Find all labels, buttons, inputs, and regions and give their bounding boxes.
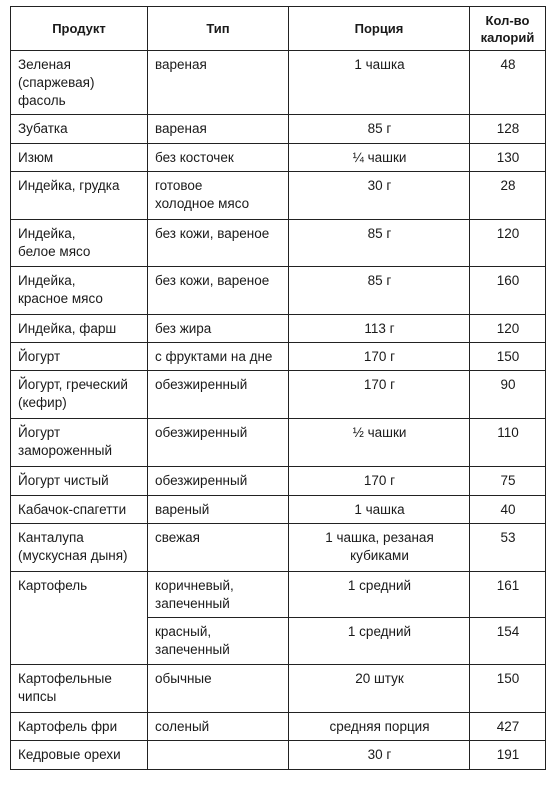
cell-portion: 113 г <box>289 315 470 343</box>
cell-type <box>148 741 289 770</box>
cell-type: обезжиренный <box>148 371 289 419</box>
table-row <box>11 315 546 343</box>
cell-portion: 30 г <box>289 172 470 220</box>
header-type: Тип <box>148 7 289 51</box>
cell-type: коричневый, запеченный <box>148 572 289 618</box>
cell-product: Йогурт <box>11 343 148 371</box>
cell-type: готовое холодное мясо <box>148 172 289 220</box>
table-row <box>11 371 546 419</box>
cell-portion: 30 г <box>289 741 470 770</box>
cell-portion: 85 г <box>289 267 470 315</box>
cell-type: обычные <box>148 665 289 713</box>
cell-portion: средняя порция <box>289 713 470 741</box>
table-row <box>11 343 546 371</box>
table-row <box>11 665 546 713</box>
table-row <box>11 741 546 770</box>
cell-product: Индейка, грудка <box>11 172 148 220</box>
cell-portion: 1 чашка, резаная кубиками <box>289 524 470 572</box>
cell-product: Картофельные чипсы <box>11 665 148 713</box>
cell-type: вареный <box>148 496 289 524</box>
cell-type: без жира <box>148 315 289 343</box>
cell-product: Картофель фри <box>11 713 148 741</box>
cell-product: Картофель <box>11 572 148 665</box>
cell-type: без косточек <box>148 144 289 172</box>
cell-type: без кожи, вареное <box>148 267 289 315</box>
table-row <box>11 51 546 115</box>
cell-calories: 28 <box>470 172 546 220</box>
header-portion: Порция <box>289 7 470 51</box>
table-row <box>11 713 546 741</box>
cell-type: без кожи, вареное <box>148 220 289 267</box>
cell-portion: 170 г <box>289 343 470 371</box>
cell-type: вареная <box>148 51 289 115</box>
cell-calories: 40 <box>470 496 546 524</box>
cell-portion: 1 чашка <box>289 496 470 524</box>
cell-type: с фруктами на дне <box>148 343 289 371</box>
cell-type: соленый <box>148 713 289 741</box>
cell-calories: 120 <box>470 315 546 343</box>
cell-calories: 48 <box>470 51 546 115</box>
cell-product: Йогурт чистый <box>11 467 148 496</box>
table-header-row <box>11 7 546 51</box>
cell-calories: 90 <box>470 371 546 419</box>
header-product: Продукт <box>11 7 148 51</box>
table-row <box>11 572 546 618</box>
cell-calories: 160 <box>470 267 546 315</box>
cell-portion: 1 чашка <box>289 51 470 115</box>
table-row <box>11 115 546 144</box>
cell-product: Изюм <box>11 144 148 172</box>
cell-portion: ¼ чашки <box>289 144 470 172</box>
cell-calories: 150 <box>470 343 546 371</box>
cell-type: красный, запеченный <box>148 618 289 665</box>
cell-calories: 128 <box>470 115 546 144</box>
cell-product: Зеленая (спаржевая) фасоль <box>11 51 148 115</box>
cell-portion: ½ чашки <box>289 419 470 467</box>
cell-portion: 20 штук <box>289 665 470 713</box>
table-row <box>11 144 546 172</box>
cell-calories: 130 <box>470 144 546 172</box>
cell-type: свежая <box>148 524 289 572</box>
cell-product: Индейка, красное мясо <box>11 267 148 315</box>
cell-portion: 1 средний <box>289 618 470 665</box>
cell-product: Канталупа (мускусная дыня) <box>11 524 148 572</box>
cell-type: обезжиренный <box>148 467 289 496</box>
cell-calories: 110 <box>470 419 546 467</box>
cell-calories: 120 <box>470 220 546 267</box>
table-row <box>11 220 546 267</box>
cell-calories: 75 <box>470 467 546 496</box>
cell-product: Индейка, белое мясо <box>11 220 148 267</box>
cell-calories: 427 <box>470 713 546 741</box>
calorie-table-page <box>10 6 546 770</box>
table-row <box>11 267 546 315</box>
cell-product: Зубатка <box>11 115 148 144</box>
cell-calories: 150 <box>470 665 546 713</box>
cell-product: Кабачок-спагетти <box>11 496 148 524</box>
cell-portion: 170 г <box>289 467 470 496</box>
cell-calories: 161 <box>470 572 546 618</box>
cell-portion: 85 г <box>289 115 470 144</box>
cell-calories: 53 <box>470 524 546 572</box>
table-row <box>11 524 546 572</box>
header-calories: Кол-во калорий <box>470 7 546 51</box>
cell-portion: 1 средний <box>289 572 470 618</box>
table-row <box>11 172 546 220</box>
cell-portion: 85 г <box>289 220 470 267</box>
cell-portion: 170 г <box>289 371 470 419</box>
cell-calories: 191 <box>470 741 546 770</box>
table-row <box>11 419 546 467</box>
cell-type: вареная <box>148 115 289 144</box>
calorie-table <box>10 6 546 770</box>
cell-product: Кедровые орехи <box>11 741 148 770</box>
cell-product: Индейка, фарш <box>11 315 148 343</box>
table-row <box>11 496 546 524</box>
cell-product: Йогурт, греческий (кефир) <box>11 371 148 419</box>
table-row <box>11 467 546 496</box>
cell-type: обезжиренный <box>148 419 289 467</box>
cell-product: Йогурт замороженный <box>11 419 148 467</box>
cell-calories: 154 <box>470 618 546 665</box>
